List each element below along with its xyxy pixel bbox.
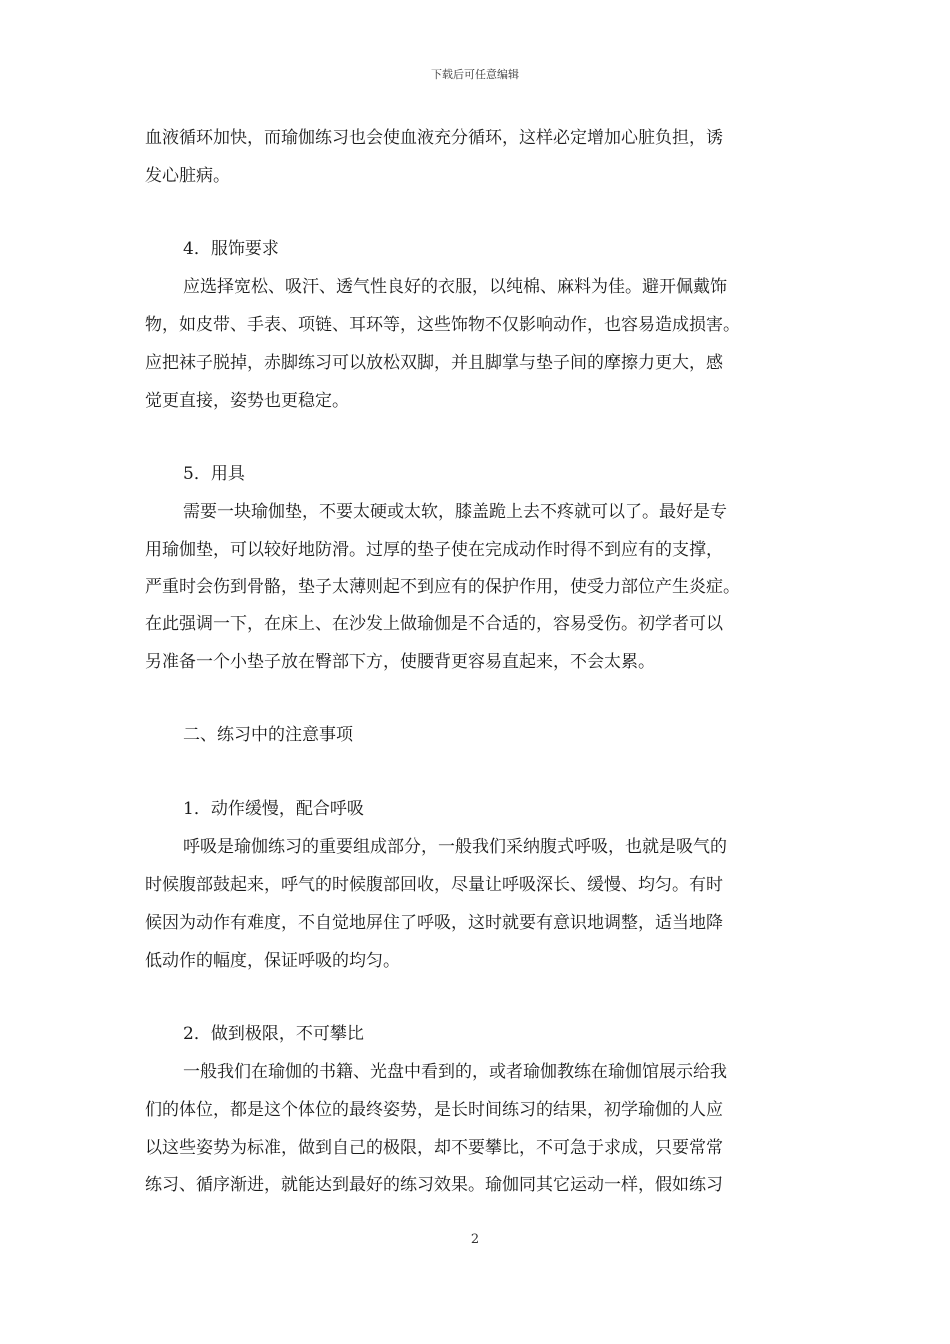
paragraph-line: 用瑜伽垫，可以较好地防滑。过厚的垫子使在完成动作时得不到应有的支撑， — [145, 540, 723, 560]
paragraph-line: 应把袜子脱掉，赤脚练习可以放松双脚，并且脚掌与垫子间的摩擦力更大，感 — [145, 353, 723, 373]
paragraph-line: 候因为动作有难度，不自觉地屏住了呼吸，这时就要有意识地调整，适当地降 — [145, 913, 723, 933]
paragraph-line: 时候腹部鼓起来，呼气的时候腹部回收，尽量让呼吸深长、缓慢、均匀。有时 — [145, 875, 723, 895]
paragraph-line: 以这些姿势为标准，做到自己的极限，却不要攀比，不可急于求成，只要常常 — [145, 1138, 723, 1158]
paragraph-line: 发心脏病。 — [145, 166, 230, 186]
paragraph-line: 血液循环加快，而瑜伽练习也会使血液充分循环，这样必定增加心脏负担，诱 — [145, 128, 723, 148]
paragraph-line: 一般我们在瑜伽的书籍、光盘中看到的，或者瑜伽教练在瑜伽馆展示给我 — [183, 1062, 727, 1082]
paragraph-line: 练习、循序渐进，就能达到最好的练习效果。瑜伽同其它运动一样，假如练习 — [145, 1175, 723, 1195]
chapter-heading: 二、练习中的注意事项 — [183, 725, 353, 745]
paragraph-line: 在此强调一下，在床上、在沙发上做瑜伽是不合适的，容易受伤。初学者可以 — [145, 614, 723, 634]
paragraph-line: 低动作的幅度，保证呼吸的均匀。 — [145, 951, 400, 971]
paragraph-line: 应选择宽松、吸汗、透气性良好的衣服，以纯棉、麻料为佳。避开佩戴饰 — [183, 277, 727, 297]
paragraph-line: 物，如皮带、手表、项链、耳环等，这些饰物不仅影响动作，也容易造成损害。 — [145, 315, 740, 335]
paragraph-line: 严重时会伤到骨骼，垫子太薄则起不到应有的保护作用，使受力部位产生炎症。 — [145, 577, 740, 597]
page-header: 下载后可任意编辑 — [431, 68, 519, 81]
section-heading: 5．用具 — [183, 464, 245, 484]
section-heading: 2．做到极限，不可攀比 — [183, 1024, 364, 1044]
paragraph-line: 需要一块瑜伽垫，不要太硬或太软，膝盖跪上去不疼就可以了。最好是专 — [183, 502, 727, 522]
paragraph-line: 觉更直接，姿势也更稳定。 — [145, 391, 349, 411]
section-heading: 4．服饰要求 — [183, 239, 279, 259]
paragraph-line: 们的体位，都是这个体位的最终姿势，是长时间练习的结果，初学瑜伽的人应 — [145, 1100, 723, 1120]
section-heading: 1．动作缓慢，配合呼吸 — [183, 799, 364, 819]
page-number: 2 — [470, 1232, 480, 1247]
paragraph-line: 另准备一个小垫子放在臀部下方，使腰背更容易直起来，不会太累。 — [145, 652, 655, 672]
paragraph-line: 呼吸是瑜伽练习的重要组成部分，一般我们采纳腹式呼吸，也就是吸气的 — [183, 837, 727, 857]
